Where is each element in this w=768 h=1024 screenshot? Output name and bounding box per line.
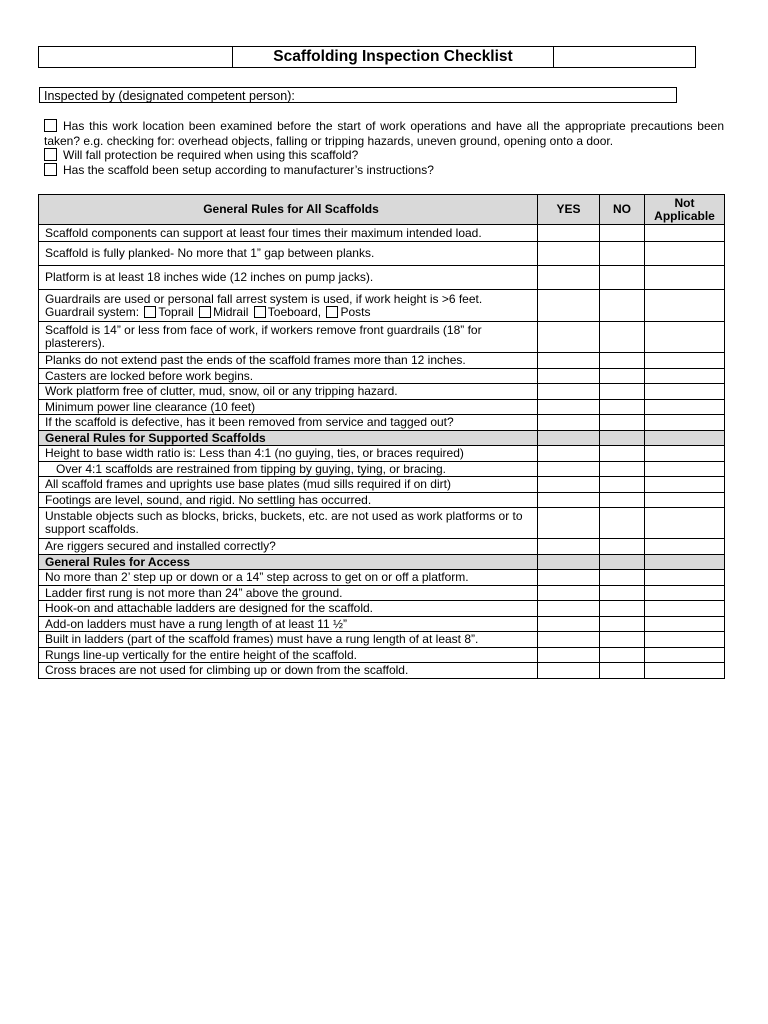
question-manufacturer-setup — [44, 163, 724, 178]
answer-yes-cell[interactable] — [538, 648, 600, 663]
section-header-supported-scaffolds: General Rules for Supported Scaffolds — [39, 431, 538, 446]
answer-na-cell[interactable] — [645, 477, 725, 493]
answer-yes-cell[interactable] — [538, 322, 600, 353]
row-text: Scaffold is 14” or less from face of work, if workers remove front guardrails (18” for plasterers). — [39, 322, 538, 353]
table-row — [39, 322, 725, 353]
midrail-checkbox[interactable] — [199, 306, 211, 318]
answer-yes-cell[interactable] — [538, 539, 600, 555]
row-text: Work platform free of clutter, mud, snow, oil or any tripping hazard. — [39, 384, 538, 400]
section-header-access: General Rules for Access — [39, 555, 538, 570]
column-header-no: NO — [600, 195, 645, 225]
row-text: Hook-on and attachable ladders are designed for the scaffold. — [39, 601, 538, 617]
checklist-table — [38, 194, 725, 679]
row-text: Scaffold components can support at least four times their maximum intended load. — [39, 225, 538, 242]
answer-yes-cell[interactable] — [538, 493, 600, 508]
row-text: Built in ladders (part of the scaffold frames) must have a rung length of at least 8”. — [39, 632, 538, 648]
midrail-label: Midrail — [213, 304, 249, 319]
table-row — [39, 353, 725, 369]
row-text: Add-on ladders must have a rung length of at least 11 ½” — [39, 617, 538, 632]
answer-no-cell[interactable] — [600, 384, 645, 400]
answer-no-cell[interactable] — [600, 462, 645, 477]
posts-label: Posts — [340, 304, 371, 319]
column-header-na: Not Applicable — [645, 195, 725, 225]
table-row — [39, 446, 725, 462]
answer-no-cell[interactable] — [600, 508, 645, 539]
table-row — [39, 225, 725, 242]
answer-yes-cell[interactable] — [538, 601, 600, 617]
toprail-label: Toprail — [158, 304, 194, 319]
answer-yes-cell[interactable] — [538, 415, 600, 431]
answer-na-cell[interactable] — [645, 508, 725, 539]
answer-yes-cell[interactable] — [538, 570, 600, 586]
answer-yes-cell[interactable] — [538, 225, 600, 242]
table-row — [39, 369, 725, 384]
table-row — [39, 648, 725, 663]
answer-na-cell[interactable] — [645, 570, 725, 586]
table-row — [39, 400, 725, 415]
table-row — [39, 539, 725, 555]
table-row — [39, 663, 725, 679]
answer-yes-cell[interactable] — [538, 508, 600, 539]
guardrail-system-label: Guardrail system: — [45, 304, 140, 319]
table-row — [39, 493, 725, 508]
answer-na-cell[interactable] — [645, 384, 725, 400]
answer-no-cell[interactable] — [600, 242, 645, 266]
answer-no-cell[interactable] — [600, 266, 645, 290]
answer-no-cell[interactable] — [600, 400, 645, 415]
row-text: Rungs line-up vertically for the entire height of the scaffold. — [39, 648, 538, 663]
row-text-guardrails — [39, 290, 538, 322]
answer-yes-cell[interactable] — [538, 632, 600, 648]
toprail-checkbox[interactable] — [144, 306, 156, 318]
table-row — [39, 415, 725, 431]
answer-na-cell[interactable] — [645, 617, 725, 632]
answer-no-cell[interactable] — [600, 632, 645, 648]
inspected-by-field[interactable]: Inspected by (designated competent person): — [39, 87, 677, 103]
answer-no-cell[interactable] — [600, 493, 645, 508]
row-text: Cross braces are not used for climbing up or down from the scaffold. — [39, 663, 538, 679]
section-header-row — [39, 431, 725, 446]
answer-no-cell[interactable] — [600, 477, 645, 493]
table-row — [39, 632, 725, 648]
answer-yes-cell[interactable] — [538, 400, 600, 415]
answer-no-cell[interactable] — [600, 617, 645, 632]
row-text: Unstable objects such as blocks, bricks, buckets, etc. are not used as work platforms or to support scaffolds. — [39, 508, 538, 539]
table-row — [39, 508, 725, 539]
answer-na-cell[interactable] — [645, 266, 725, 290]
column-header-yes: YES — [538, 195, 600, 225]
table-row — [39, 570, 725, 586]
row-text: Ladder first rung is not more than 24” above the ground. — [39, 586, 538, 601]
answer-na-cell[interactable] — [645, 539, 725, 555]
table-row — [39, 617, 725, 632]
row-text: Planks do not extend past the ends of the scaffold frames more than 12 inches. — [39, 353, 538, 369]
answer-na-cell[interactable] — [645, 663, 725, 679]
question-fall-protection — [44, 148, 724, 163]
answer-na-cell[interactable] — [645, 493, 725, 508]
answer-yes-cell[interactable] — [538, 663, 600, 679]
answer-no-cell[interactable] — [600, 290, 645, 322]
page-title: Scaffolding Inspection Checklist — [233, 47, 554, 68]
answer-na-cell[interactable] — [645, 446, 725, 462]
table-row — [39, 384, 725, 400]
answer-na-cell[interactable] — [645, 586, 725, 601]
answer-yes-cell[interactable] — [538, 369, 600, 384]
answer-yes-cell[interactable] — [538, 586, 600, 601]
row-text: Minimum power line clearance (10 feet) — [39, 400, 538, 415]
answer-no-cell[interactable] — [600, 369, 645, 384]
answer-yes-cell[interactable] — [538, 266, 600, 290]
title-left-cell — [39, 47, 233, 68]
question-work-location — [44, 119, 724, 148]
row-text: Over 4:1 scaffolds are restrained from tipping by guying, tying, or bracing. — [39, 462, 538, 477]
answer-no-cell[interactable] — [600, 446, 645, 462]
answer-yes-cell[interactable] — [538, 242, 600, 266]
answer-na-cell[interactable] — [645, 400, 725, 415]
question-3-checkbox[interactable] — [44, 163, 57, 176]
row-text: All scaffold frames and uprights use base plates (mud sills required if on dirt) — [39, 477, 538, 493]
table-row — [39, 462, 725, 477]
answer-yes-cell[interactable] — [538, 353, 600, 369]
title-right-cell — [554, 47, 696, 68]
row-text: Are riggers secured and installed correctly? — [39, 539, 538, 555]
answer-yes-cell[interactable] — [538, 384, 600, 400]
section-header-row — [39, 555, 725, 570]
answer-na-cell[interactable] — [645, 415, 725, 431]
posts-checkbox[interactable] — [326, 306, 338, 318]
answer-na-cell[interactable] — [645, 290, 725, 322]
toeboard-checkbox[interactable] — [254, 306, 266, 318]
question-2-checkbox[interactable] — [44, 148, 57, 161]
table-header-row — [39, 195, 725, 225]
answer-yes-cell[interactable] — [538, 290, 600, 322]
answer-na-cell[interactable] — [645, 601, 725, 617]
answer-no-cell[interactable] — [600, 586, 645, 601]
answer-no-cell[interactable] — [600, 601, 645, 617]
answer-no-cell[interactable] — [600, 539, 645, 555]
answer-yes-cell[interactable] — [538, 617, 600, 632]
row-text: Footings are level, sound, and rigid. No settling has occurred. — [39, 493, 538, 508]
answer-no-cell[interactable] — [600, 663, 645, 679]
table-row — [39, 477, 725, 493]
row-text: Platform is at least 18 inches wide (12 inches on pump jacks). — [39, 266, 538, 290]
row-text: Guardrails are used or personal fall arrest system is used, if work height is >6 feet. — [45, 291, 483, 306]
precheck-questions — [44, 119, 724, 177]
answer-na-cell[interactable] — [645, 322, 725, 353]
answer-no-cell[interactable] — [600, 648, 645, 663]
answer-no-cell[interactable] — [600, 415, 645, 431]
answer-na-cell[interactable] — [645, 648, 725, 663]
table-row — [39, 586, 725, 601]
row-text: Casters are locked before work begins. — [39, 369, 538, 384]
answer-no-cell[interactable] — [600, 570, 645, 586]
answer-na-cell[interactable] — [645, 242, 725, 266]
table-row — [39, 266, 725, 290]
answer-no-cell[interactable] — [600, 353, 645, 369]
question-2-text: Will fall protection be required when using this scaffold? — [63, 148, 359, 162]
toeboard-label: Toeboard, — [267, 304, 322, 319]
table-row — [39, 242, 725, 266]
answer-na-cell[interactable] — [645, 632, 725, 648]
row-text: Height to base width ratio is: Less than 4:1 (no guying, ties, or braces required) — [39, 446, 538, 462]
title-bar — [38, 46, 696, 68]
row-text: If the scaffold is defective, has it been removed from service and tagged out? — [39, 415, 538, 431]
row-text: No more than 2’ step up or down or a 14” step across to get on or off a platform. — [39, 570, 538, 586]
answer-na-cell[interactable] — [645, 462, 725, 477]
row-text: Scaffold is fully planked- No more that 1” gap between planks. — [39, 242, 538, 266]
table-row — [39, 290, 725, 322]
answer-yes-cell[interactable] — [538, 446, 600, 462]
section-header-all-scaffolds: General Rules for All Scaffolds — [39, 195, 538, 225]
answer-no-cell[interactable] — [600, 225, 645, 242]
answer-yes-cell[interactable] — [538, 477, 600, 493]
answer-na-cell[interactable] — [645, 225, 725, 242]
answer-no-cell[interactable] — [600, 322, 645, 353]
answer-na-cell[interactable] — [645, 353, 725, 369]
question-1-text: Has this work location been examined before the start of work operations and have all the appropriate precautions been taken? e.g. checking for: overhead objects, falling or tripping hazards, uneven ground, opening onto a door. — [44, 119, 724, 148]
answer-na-cell[interactable] — [645, 369, 725, 384]
question-1-checkbox[interactable] — [44, 119, 57, 132]
answer-yes-cell[interactable] — [538, 462, 600, 477]
question-3-text: Has the scaffold been setup according to manufacturer’s instructions? — [63, 162, 434, 177]
table-row — [39, 601, 725, 617]
